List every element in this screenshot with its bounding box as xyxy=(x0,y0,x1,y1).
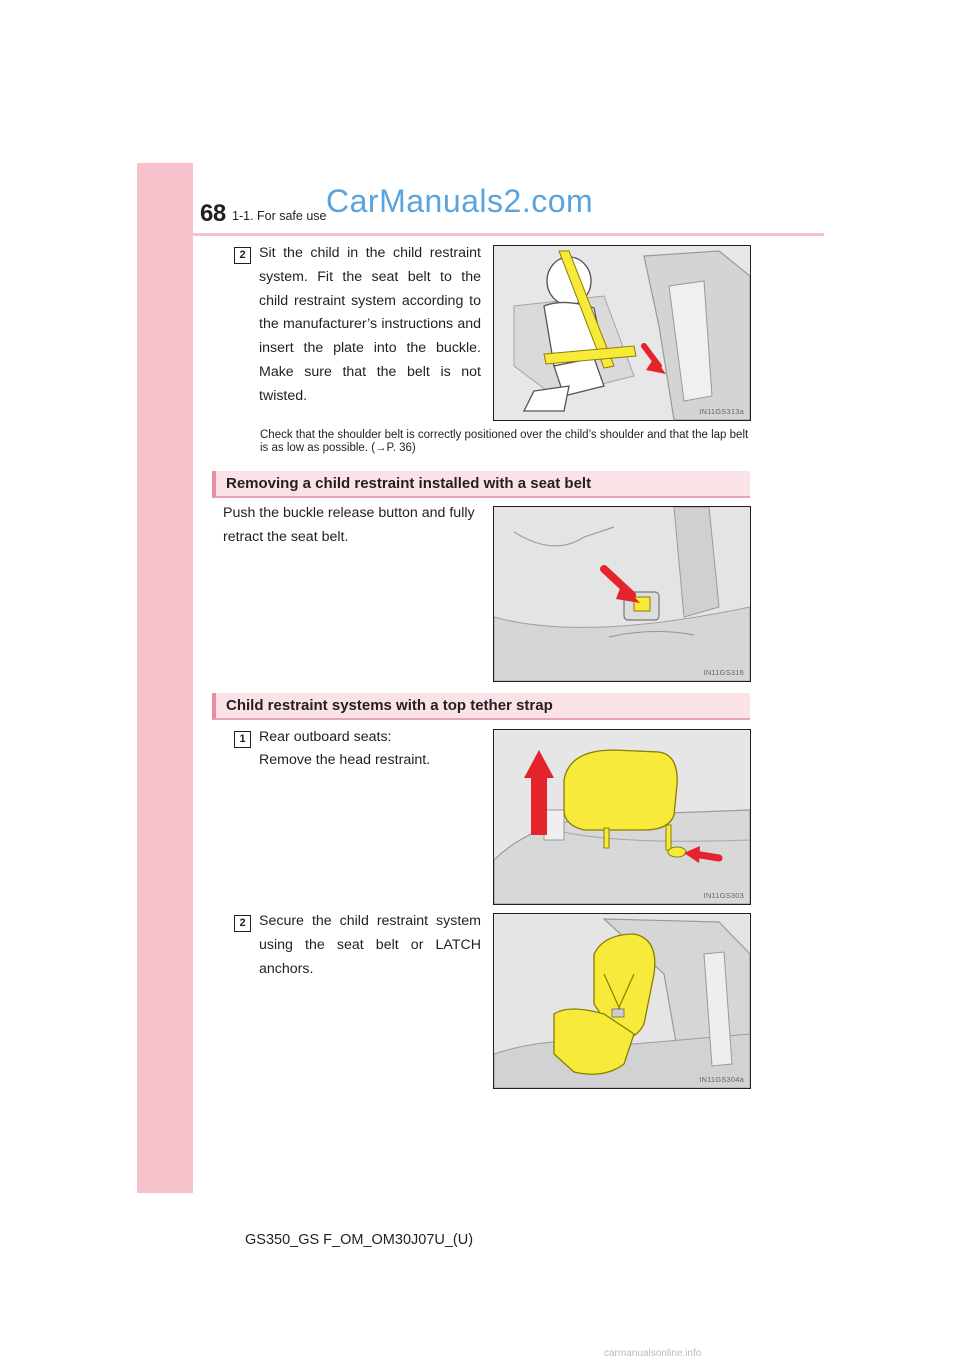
figure-head-restraint xyxy=(493,729,751,905)
step-badge: 2 xyxy=(234,915,251,932)
figure-code: IN11GS303 xyxy=(703,891,744,900)
step-note: Check that the shoulder belt is correctly positioned over the child’s shoulder and that the lap belt is as low as possible. (→P. 36) xyxy=(260,429,749,455)
figure-latch-child-seat xyxy=(493,913,751,1089)
section-title: Child restraint systems with a top tether strap xyxy=(226,697,553,714)
header-rule xyxy=(137,233,824,236)
figure-code: IN11GS316 xyxy=(703,668,744,677)
step-badge: 1 xyxy=(234,731,251,748)
section-heading-removing xyxy=(212,471,750,498)
step-badge: 2 xyxy=(234,247,251,264)
footer-link[interactable]: carmanualsonline.info xyxy=(604,1348,702,1359)
step1-line2: Remove the head restraint. xyxy=(259,752,431,768)
step2-text: Secure the child restraint system using the seat belt or LATCH anchors. xyxy=(259,913,481,977)
figure-code: IN11GS313a xyxy=(699,407,744,416)
figure-buckle-release xyxy=(493,506,751,682)
footer-code: GS350_GS F_OM_OM30J07U_(U) xyxy=(245,1232,474,1248)
section-title: Removing a child restraint installed with a seat belt xyxy=(226,475,592,492)
step1-line1: Rear outboard seats: xyxy=(259,729,392,745)
section-label: 1-1. For safe use xyxy=(232,209,327,223)
remove-text: Push the buckle release button and fully retract the seat belt. xyxy=(223,505,475,545)
page-number: 68 xyxy=(200,200,226,227)
figure-child-seat-belt xyxy=(493,245,751,421)
step-text: Sit the child in the child restraint system. Fit the seat belt to the child restraint system according to the manufacturer’s instructions and insert the plate into the buckle. Make sure that the belt is not twisted. xyxy=(259,245,481,404)
figure-code: IN11GS304a xyxy=(699,1075,744,1084)
watermark: CarManuals2.com xyxy=(326,183,594,219)
section-heading-tether xyxy=(212,693,750,720)
sidebar-tab xyxy=(137,163,193,1193)
